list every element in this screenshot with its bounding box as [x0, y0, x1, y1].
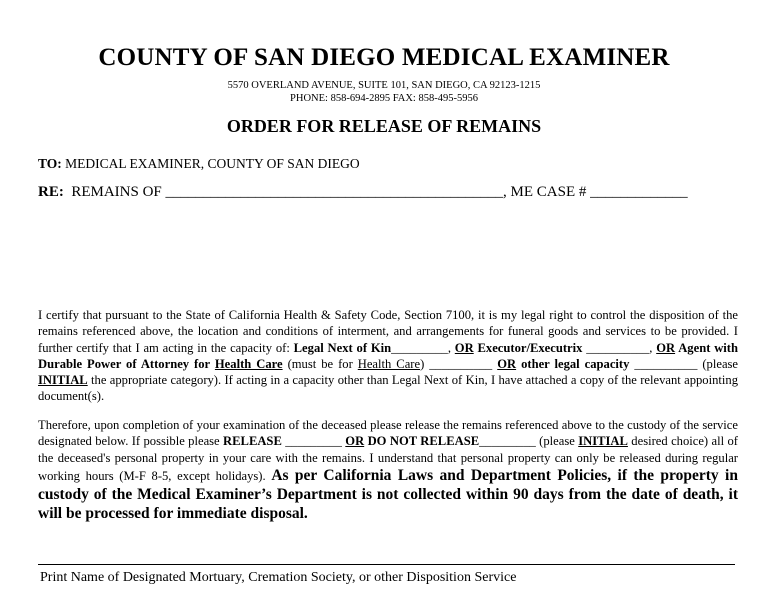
mortuary-name-label: Print Name of Designated Mortuary, Cremation Society, or other Disposition Service — [40, 570, 517, 585]
must-be-text: (must be for — [282, 356, 358, 371]
agency-address-block — [0, 79, 768, 105]
other-legal-label: other legal capacity — [516, 356, 630, 371]
form-title: ORDER FOR RELEASE OF REMAINS — [226, 116, 542, 136]
please-text-1: (please — [697, 356, 739, 371]
please-text-2: (please — [535, 434, 579, 449]
re-label: RE: — [38, 184, 64, 200]
certify-text-1: I certify that pursuant to the State of California Health & Safety Code, Section 7100, it is my legal right to control the disposition of the remains referenced above, the location and conditions of interment, and arrangements for funeral goods and services to be provided. I further certify that I am acting in the capacity of: — [38, 308, 738, 355]
mortuary-name-line[interactable] — [38, 564, 735, 565]
disposal-warning: As per California Laws and Department Policies, if the property in custody of the Medical Examiner’s Department is not collected within 90 days from the date of death, it will be processed for immediate disposal. — [38, 466, 738, 522]
release-initial-field[interactable]: _________ — [281, 434, 342, 449]
or-label-3: OR — [497, 356, 517, 371]
executor-label: Executor/Executrix — [473, 340, 583, 355]
certification-paragraph — [38, 307, 738, 405]
release-text-1: Therefore, upon completion of your examination of the deceased please release the remains referenced above to the custody of the service designated below. If possible please — [38, 418, 738, 449]
separator-2: , — [649, 340, 657, 355]
do-not-release-initial-field[interactable]: _________ — [479, 434, 536, 449]
re-line — [38, 184, 688, 201]
or-label-1: OR — [454, 340, 474, 355]
remains-of-field[interactable]: _____________________________________________ — [165, 184, 504, 200]
initial-label-2: INITIAL — [578, 434, 628, 449]
agency-phone: PHONE: 858-694-2895 FAX: 858-495-5956 — [290, 93, 478, 104]
close-paren: ) — [420, 356, 425, 371]
release-text-2: desired choice) all of the deceased's personal property in your care with the remains. I understand that personal property can only be released during regular working hours (M-F 8-5, except holidays). — [38, 434, 738, 483]
health-care-label: Health Care — [214, 356, 283, 371]
to-value: MEDICAL EXAMINER, COUNTY OF SAN DIEGO — [65, 156, 360, 171]
next-of-kin-initial-field[interactable]: _________ — [391, 340, 448, 355]
or-label-4: OR — [345, 434, 365, 449]
agency-address: 5570 OVERLAND AVENUE, SUITE 101, SAN DIEGO, CA 92123-1215 — [227, 80, 541, 91]
to-line — [38, 156, 360, 172]
agency-title: COUNTY OF SAN DIEGO MEDICAL EXAMINER — [98, 44, 670, 71]
initial-label-1: INITIAL — [38, 373, 88, 388]
do-not-release-label: DO NOT RELEASE — [364, 434, 480, 449]
health-care-text: Health Care — [357, 356, 421, 371]
agent-initial-field[interactable]: __________ — [424, 356, 493, 371]
or-label-2: OR — [656, 340, 676, 355]
release-label: RELEASE — [223, 434, 282, 449]
executor-initial-field[interactable]: __________ — [586, 340, 650, 355]
release-paragraph — [38, 417, 738, 523]
next-of-kin-label: Legal Next of Kin — [293, 340, 392, 355]
to-label: TO: — [38, 156, 62, 171]
certify-text-2: the appropriate category). If acting in a capacity other than Legal Next of Kin, I have attached a copy of the relevant appointing document(s). — [38, 373, 738, 404]
agent-label: Agent with Durable Power of Attorney for — [38, 340, 739, 371]
me-case-field[interactable]: _____________ — [590, 184, 688, 200]
other-legal-initial-field[interactable]: __________ — [629, 356, 698, 371]
remains-of-label: REMAINS OF — [71, 184, 162, 200]
separator-1: , — [447, 340, 455, 355]
me-case-label: , ME CASE # — [503, 184, 587, 200]
